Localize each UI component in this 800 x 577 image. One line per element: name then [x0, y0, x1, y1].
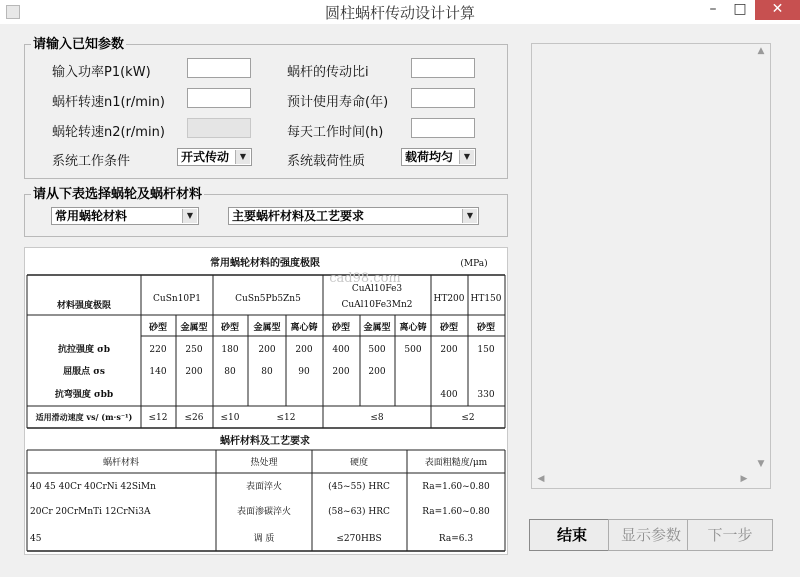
value-cell: 80 [224, 367, 236, 377]
power-input[interactable] [187, 58, 251, 78]
value-cell: 90 [298, 367, 310, 377]
worm-table-cell: (45~55) HRC [328, 482, 390, 492]
known-params-legend: 请输入已知参数 [33, 37, 125, 52]
window-title: 圆柱蜗杆传动设计计算 [324, 4, 475, 22]
material-reference-image [24, 247, 508, 555]
value-cell: 200 [185, 367, 203, 377]
worm-table-title: 蜗杆材料及工艺要求 [220, 436, 310, 447]
scroll-right-icon[interactable]: ▶ [740, 474, 748, 484]
load-nature-label: 系统载荷性质 [287, 154, 366, 169]
daily-hours-input[interactable] [411, 118, 475, 138]
work-condition-label: 系统工作条件 [52, 154, 131, 169]
worm-table-cell: Ra=1.60~0.80 [422, 482, 490, 492]
ratio-label: 蜗杆的传动比i [287, 65, 369, 80]
value-cell: 400 [440, 390, 458, 400]
next-button[interactable]: 下一步 [687, 519, 773, 551]
speed-value-cell: ≤2 [461, 413, 475, 423]
scroll-down-icon[interactable]: ▼ [757, 459, 765, 469]
value-cell: 200 [332, 367, 350, 377]
worm-table-cell: 20Cr 20CrMnTi 12CrNi3A [30, 507, 151, 517]
wheel-speed-label: 蜗轮转速n2(r/min) [52, 125, 165, 140]
casting-method-cell: 砂型 [148, 323, 168, 333]
value-cell: 500 [368, 345, 386, 355]
worm-table-header: 表面粗糙度/μm [424, 458, 488, 468]
results-panel [531, 43, 771, 489]
speed-value-cell: ≤12 [148, 413, 168, 423]
worm-table-cell: (58~63) HRC [328, 507, 390, 517]
worm-table-header: 硬度 [349, 458, 369, 468]
speed-value-cell: ≤26 [184, 413, 204, 423]
row-label-cell: 屈服点 σs [63, 367, 105, 377]
value-cell: 200 [295, 345, 313, 355]
worm-table-header: 蜗杆材料 [102, 458, 140, 468]
horizontal-scrollbar[interactable] [532, 471, 753, 488]
chevron-down-icon: ▼ [182, 209, 197, 223]
casting-method-cell: 金属型 [180, 323, 208, 333]
show-params-button[interactable]: 显示参数 [608, 519, 694, 551]
chevron-down-icon: ▼ [235, 150, 250, 164]
strength-table-title: 常用蜗轮材料的强度极限 [210, 258, 320, 269]
casting-method-cell: 离心铸 [399, 323, 427, 333]
chevron-down-icon: ▼ [459, 150, 474, 164]
value-cell: 150 [477, 345, 495, 355]
worm-speed-input[interactable] [187, 88, 251, 108]
value-cell: 400 [332, 345, 350, 355]
worm-table-cell: 表面渗碳淬火 [236, 507, 292, 517]
casting-method-cell: 金属型 [253, 323, 281, 333]
strength-table-unit: (MPa) [460, 259, 488, 269]
value-cell: 500 [404, 345, 422, 355]
value-cell: 330 [477, 390, 495, 400]
material-header: CuAl10Fe3Mn2 [341, 300, 413, 310]
casting-method-cell: 金属型 [363, 323, 391, 333]
worm-table-cell: 调 质 [253, 534, 275, 544]
value-cell: 200 [368, 367, 386, 377]
wheel-speed-input [187, 118, 251, 138]
casting-method-cell: 砂型 [220, 323, 240, 333]
worm-table-cell: 40 45 40Cr 40CrNi 42SiMn [30, 482, 156, 492]
casting-method-cell: 砂型 [331, 323, 351, 333]
speed-value-cell: ≤12 [276, 413, 296, 423]
value-cell: 220 [149, 345, 167, 355]
daily-hours-label: 每天工作时间(h) [287, 125, 384, 140]
ratio-input[interactable] [411, 58, 475, 78]
power-label: 输入功率P1(kW) [52, 65, 151, 80]
life-input[interactable] [411, 88, 475, 108]
worm-material-value: 主要蜗杆材料及工艺要求 [232, 209, 365, 223]
load-nature-select[interactable] [401, 148, 476, 166]
material-header: CuAl10Fe3 [351, 284, 403, 294]
row-header-cell: 材料强度极限 [56, 301, 112, 311]
worm-table-cell: 45 [30, 534, 42, 544]
reference-tables-svg [25, 248, 507, 554]
value-cell: 140 [149, 367, 167, 377]
material-header: HT150 [470, 294, 502, 304]
worm-table-cell: Ra=6.3 [438, 534, 474, 544]
work-condition-select[interactable] [177, 148, 252, 166]
minimize-button[interactable]: – [709, 1, 717, 17]
speed-value-cell: ≤10 [220, 413, 240, 423]
wheel-material-value: 常用蜗轮材料 [55, 209, 128, 223]
value-cell: 200 [258, 345, 276, 355]
vertical-scrollbar[interactable] [753, 44, 770, 471]
material-header: CuSn5Pb5Zn5 [235, 294, 301, 304]
worm-table-cell: 表面淬火 [245, 482, 283, 492]
work-condition-value: 开式传动 [181, 150, 230, 164]
value-cell: 180 [221, 345, 239, 355]
value-cell: 80 [261, 367, 273, 377]
casting-method-cell: 砂型 [476, 323, 496, 333]
close-button[interactable]: ✕ [755, 0, 800, 20]
row-label-cell: 抗拉强度 σb [57, 345, 111, 355]
worm-speed-label: 蜗杆转速n1(r/min) [52, 95, 165, 110]
casting-method-cell: 离心铸 [290, 323, 318, 333]
worm-material-select[interactable] [228, 207, 479, 225]
finish-button[interactable]: 结束 [529, 519, 615, 551]
life-label: 预计使用寿命(年) [287, 95, 389, 110]
speed-value-cell: ≤8 [370, 413, 384, 423]
watermark-text: cad98.com [329, 271, 401, 286]
wheel-material-select[interactable] [51, 207, 199, 225]
material-header: HT200 [433, 294, 465, 304]
worm-table-cell: Ra=1.60~0.80 [422, 507, 490, 517]
value-cell: 250 [185, 345, 203, 355]
materials-legend: 请从下表选择蜗轮及蜗杆材料 [33, 187, 203, 202]
speed-label-cell: 适用滑动速度 vs/ (m·s⁻¹) [35, 412, 133, 422]
title-bar [0, 0, 800, 24]
worm-table-cell: ≤270HBS [336, 534, 382, 544]
chevron-down-icon: ▼ [462, 209, 477, 223]
maximize-button[interactable]: □ [733, 1, 747, 17]
value-cell: 200 [440, 345, 458, 355]
row-label-cell: 抗弯强度 σbb [54, 390, 114, 400]
load-nature-value: 载荷均匀 [405, 150, 454, 164]
scroll-left-icon[interactable]: ◀ [537, 474, 545, 484]
scroll-up-icon[interactable]: ▲ [757, 46, 765, 56]
material-header: CuSn10P1 [153, 294, 201, 304]
casting-method-cell: 砂型 [439, 323, 459, 333]
worm-table-header: 热处理 [250, 458, 278, 468]
